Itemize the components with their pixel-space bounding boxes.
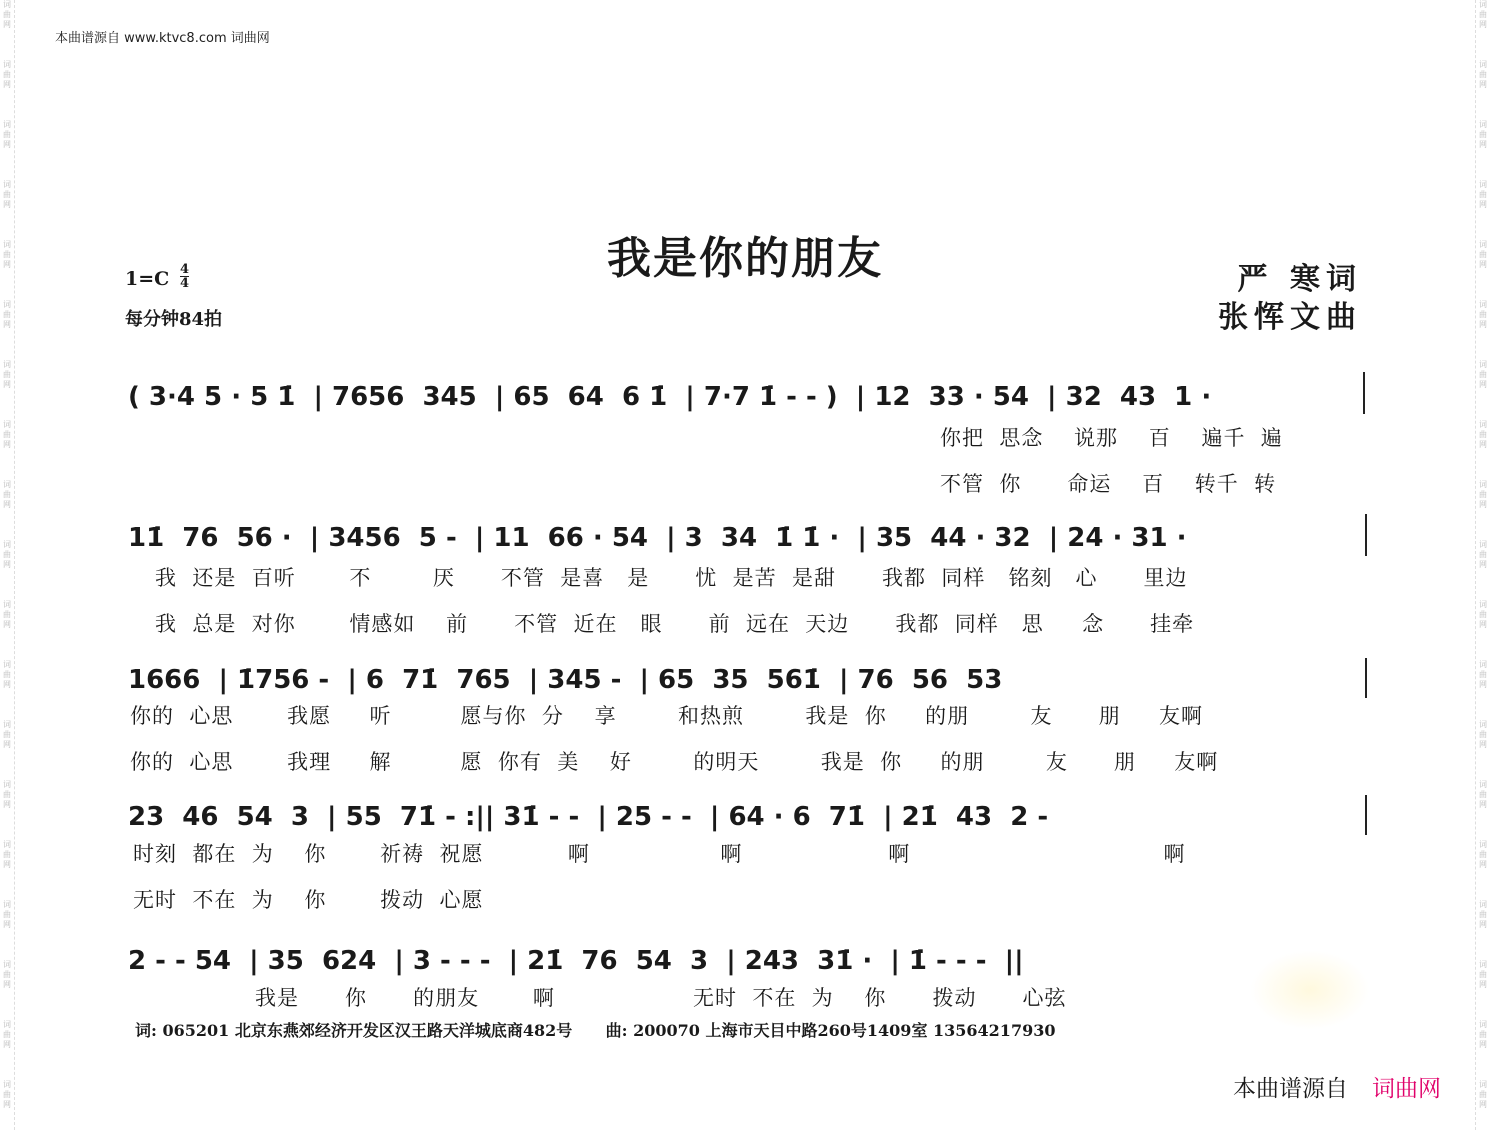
time-signature-top: 4 bbox=[180, 262, 190, 277]
lyricist-credit: 严 寒词 bbox=[1237, 262, 1362, 297]
watermark-glyph: 词 曲 网 bbox=[1479, 120, 1487, 149]
time-signature-bottom: 4 bbox=[180, 276, 190, 291]
lyric-row-5-verse-1: 我是 你 的朋友 啊 无时 不在 为 你 拨动 心弦 bbox=[255, 986, 1067, 1010]
watermark-glyph: 词 曲 网 bbox=[1479, 960, 1487, 989]
watermark-glyph: 词 曲 网 bbox=[1479, 300, 1487, 329]
watermark-glyph: 词 曲 网 bbox=[1479, 240, 1487, 269]
lyric-row-2-verse-2: 我 总是 对你 情感如 前 不管 近在 眼 前 远在 天边 我都 同样 思 念 挂牵 bbox=[155, 612, 1195, 636]
watermark-glyph: 词 曲 网 bbox=[3, 240, 11, 269]
watermark-glyph: 词 曲 网 bbox=[3, 660, 11, 689]
watermark-glyph: 词 曲 网 bbox=[3, 120, 11, 149]
watermark-glyph: 词 曲 网 bbox=[1479, 1020, 1487, 1049]
watermark-glyph: 词 曲 网 bbox=[3, 360, 11, 389]
tempo-marking: 每分钟84拍 bbox=[125, 309, 223, 330]
watermark-glyph: 词 曲 网 bbox=[3, 420, 11, 449]
barline bbox=[1365, 658, 1367, 698]
watermark-glyph: 词 曲 网 bbox=[1479, 480, 1487, 509]
song-title: 我是你的朋友 bbox=[607, 233, 883, 284]
watermark-glyph: 词 曲 网 bbox=[1479, 60, 1487, 89]
notation-row-5: 2 - - 54 | 35 624 | 3 - - - | 21̇ 76 54 3 | 243 31̇ · | 1̇ - - - || bbox=[128, 946, 1024, 976]
notation-row-1: ( 3·4 5 · 5 1̇ | 7656 345 | 65 64 6 1̇ | 7·7 1̇ - - ) | 12 33 · 54 | 32 43 1 · bbox=[128, 382, 1212, 412]
source-header: 本曲谱源自 www.ktvc8.com 词曲网 bbox=[55, 31, 270, 46]
watermark-glyph: 词 曲 网 bbox=[3, 180, 11, 209]
lyric-row-3-verse-2: 你的 心思 我理 解 愿 你有 美 好 的明天 我是 你 的朋 友 朋 友啊 bbox=[130, 750, 1219, 774]
watermark-glyph: 词 曲 网 bbox=[3, 0, 11, 29]
composer-credit: 张恽文曲 bbox=[1218, 300, 1362, 335]
watermark-glyph: 词 曲 网 bbox=[1479, 1080, 1487, 1109]
time-signature bbox=[180, 263, 189, 290]
barline bbox=[1363, 372, 1365, 414]
lyric-row-4-verse-1: 时刻 都在 为 你 祈祷 祝愿 啊 啊 啊 啊 bbox=[133, 842, 1186, 866]
watermark-glyph: 词 曲 网 bbox=[3, 960, 11, 989]
lyric-row-3-verse-1: 你的 心思 我愿 听 愿与你 分 享 和热煎 我是 你 的朋 友 朋 友啊 bbox=[130, 704, 1203, 728]
watermark-glyph: 词 曲 网 bbox=[3, 900, 11, 929]
watermark-glyph: 词 曲 网 bbox=[3, 480, 11, 509]
watermark-glyph: 词 曲 网 bbox=[3, 1020, 11, 1049]
watermark-glyph: 词 曲 网 bbox=[1479, 420, 1487, 449]
watermark-glyph: 词 曲 网 bbox=[1479, 780, 1487, 809]
watermark-glyph: 词 曲 网 bbox=[3, 60, 11, 89]
key-signature: 1=C bbox=[125, 268, 170, 290]
watermark-glyph: 词 曲 网 bbox=[1479, 900, 1487, 929]
notation-row-4: 23 46 54 3 | 55 71̇ - :|| 31̇ - - | 25 - - | 64 · 6 71̇ | 21̇ 43 2 - bbox=[128, 802, 1049, 832]
lyric-row-2-verse-1: 我 还是 百听 不 厌 不管 是喜 是 忧 是苦 是甜 我都 同样 铭刻 心 里边 bbox=[155, 566, 1188, 590]
watermark-glyph: 词 曲 网 bbox=[1479, 720, 1487, 749]
watermark-glyph: 词 曲 网 bbox=[3, 300, 11, 329]
watermark-glyph: 词 曲 网 bbox=[1479, 600, 1487, 629]
lyric-row-1-verse-1: 你把 思念 说那 百 遍千 遍 bbox=[940, 426, 1283, 450]
watermark-glyph: 词 曲 网 bbox=[1479, 180, 1487, 209]
watermark-glyph: 词 曲 网 bbox=[3, 1080, 11, 1109]
watermark-glyph: 词 曲 网 bbox=[3, 780, 11, 809]
watermark-glyph: 词 曲 网 bbox=[3, 720, 11, 749]
watermark-glyph: 词 曲 网 bbox=[1479, 660, 1487, 689]
watermark-glyph: 词 曲 网 bbox=[1479, 360, 1487, 389]
watermark-glyph: 词 曲 网 bbox=[1479, 0, 1487, 29]
notation-row-3: 1666 | 1̇756 - | 6 71̇ 765 | 345 - | 65 35 561̇ | 76 56 53 bbox=[128, 665, 1003, 695]
watermark-glyph: 词 曲 网 bbox=[3, 540, 11, 569]
watermark-glyph: 词 曲 网 bbox=[3, 600, 11, 629]
contact-footer: 词: 065201 北京东燕郊经济开发区汉王路天洋城底商482号 曲: 200070 上海市天目中路260号1409室 13564217930 bbox=[135, 1021, 1056, 1040]
barline bbox=[1365, 514, 1367, 556]
notation-row-2: 11̇ 76 56 · | 3456 5 - | 11 66 · 54 | 3 34 1̇ 1̇ · | 35 44 · 32 | 24 · 31 · bbox=[128, 523, 1187, 553]
watermark-glyph: 词 曲 网 bbox=[1479, 540, 1487, 569]
watermark-glyph: 词 曲 网 bbox=[3, 840, 11, 869]
lyric-row-4-verse-2: 无时 不在 为 你 拨动 心愿 bbox=[133, 888, 484, 912]
lyric-row-1-verse-2: 不管 你 命运 百 转千 转 bbox=[940, 472, 1277, 496]
barline bbox=[1365, 795, 1367, 835]
brand-source-label: 本曲谱源自 bbox=[1233, 1076, 1348, 1102]
watermark-glyph: 词 曲 网 bbox=[1479, 840, 1487, 869]
brand-site-name: 词曲网 bbox=[1372, 1076, 1441, 1102]
